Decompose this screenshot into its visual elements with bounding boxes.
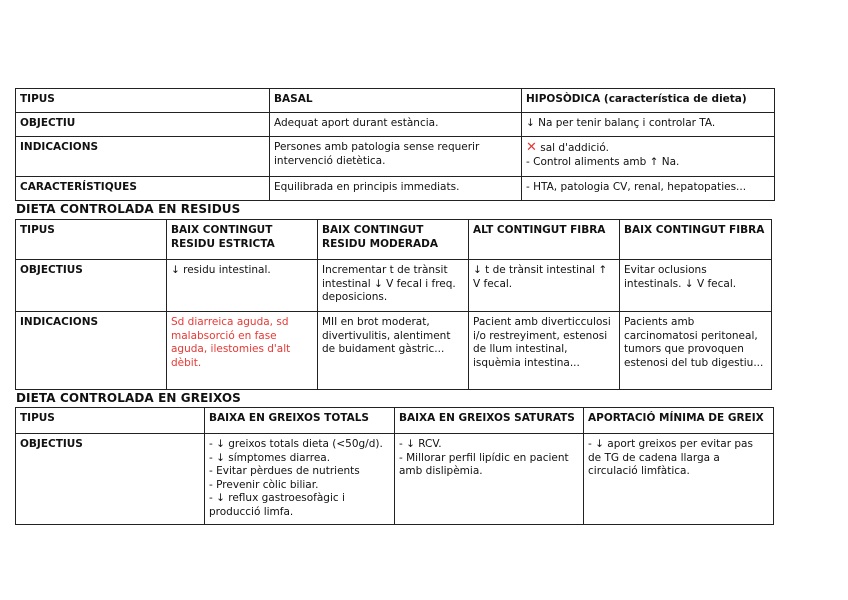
header-cell: ALT CONTINGUT FIBRA <box>469 220 620 260</box>
table-cell: Evitar oclusions intestinals. ↓ V fecal. <box>620 260 772 312</box>
row-label: INDICACIONS <box>16 312 167 390</box>
greixos-table <box>15 407 774 525</box>
row-label: OBJECTIUS <box>16 434 205 525</box>
table-row <box>16 220 772 260</box>
table-cell: Equilibrada en principis immediats. <box>270 177 522 201</box>
header-cell: BASAL <box>270 89 522 113</box>
table-cell <box>395 434 584 525</box>
list-item: - Millorar perfil lipídic en pacient amb dislipèmia. <box>399 451 569 477</box>
list-item: - ↓ RCV. <box>399 438 442 450</box>
list-item: - ↓ reflux gastroesofàgic i producció limfa. <box>209 492 345 518</box>
table-row <box>16 260 772 312</box>
row-label: CARACTERÍSTIQUES <box>16 177 270 201</box>
table-row <box>16 434 774 525</box>
header-cell: HIPOSÒDICA (característica de dieta) <box>522 89 775 113</box>
header-cell: TIPUS <box>16 408 205 434</box>
table-cell <box>584 434 774 525</box>
header-cell: TIPUS <box>16 220 167 260</box>
row-label: OBJECTIU <box>16 113 270 137</box>
header-cell: APORTACIÓ MÍNIMA DE GREIX <box>584 408 774 434</box>
table-cell: ↓ residu intestinal. <box>167 260 318 312</box>
list-item: - Evitar pèrdues de nutrients <box>209 465 360 477</box>
table-cell: Adequat aport durant estància. <box>270 113 522 137</box>
list-item: - Prevenir còlic biliar. <box>209 478 319 491</box>
table-cell: Sd diarreica aguda, sd malabsorció en fase aguda, ilestomies d'alt dèbit. <box>167 312 318 390</box>
residus-table <box>15 219 772 390</box>
table-cell: ↓ t de trànsit intestinal ↑ V fecal. <box>469 260 620 312</box>
indication-text: sal d'addició. <box>540 142 609 154</box>
header-cell: BAIXA EN GREIXOS SATURATS <box>395 408 584 434</box>
cross-icon: ✕ <box>526 140 537 155</box>
row-label: INDICACIONS <box>16 137 270 177</box>
table-row <box>16 312 772 390</box>
indication-line: - Control aliments amb ↑ Na. <box>526 155 680 168</box>
list-item: - ↓ símptomes diarrea. <box>209 451 331 464</box>
list-item: - ↓ greixos totals dieta (<50g/d). <box>209 438 383 450</box>
table-cell: MII en brot moderat, divertivulitis, alentiment de buidament gàstric... <box>318 312 469 390</box>
table-cell <box>522 137 775 177</box>
section-title-residus: DIETA CONTROLADA EN RESIDUS <box>16 202 241 216</box>
list-item: - ↓ aport greixos per evitar pas de TG de cadena llarga a circulació limfàtica. <box>588 438 753 477</box>
table-cell: Persones amb patologia sense requerir intervenció dietètica. <box>270 137 522 177</box>
table-cell: Pacient amb diverticculosi i/o restreyiment, estenosi de llum intestinal, isquèmia intestina... <box>469 312 620 390</box>
table-cell: - HTA, patologia CV, renal, hepatopaties... <box>522 177 775 201</box>
table-cell <box>205 434 395 525</box>
table-row <box>16 137 775 177</box>
table-row <box>16 177 775 201</box>
table-row <box>16 408 774 434</box>
table-row <box>16 113 775 137</box>
row-label: OBJECTIUS <box>16 260 167 312</box>
table-cell: Incrementar t de trànsit intestinal ↓ V fecal i freq. deposicions. <box>318 260 469 312</box>
table-cell: ↓ Na per tenir balanç i controlar TA. <box>522 113 775 137</box>
header-cell: BAIX CONTINGUT FIBRA <box>620 220 772 260</box>
header-cell: BAIX CONTINGUT RESIDU ESTRICTA <box>167 220 318 260</box>
basal-hiposodica-table <box>15 88 775 201</box>
table-row <box>16 89 775 113</box>
section-title-greixos: DIETA CONTROLADA EN GREIXOS <box>16 391 241 405</box>
header-cell: BAIXA EN GREIXOS TOTALS <box>205 408 395 434</box>
header-cell: TIPUS <box>16 89 270 113</box>
table-cell: Pacients amb carcinomatosi peritoneal, tumors que provoquen estenosi del tub digestiu... <box>620 312 772 390</box>
header-cell: BAIX CONTINGUT RESIDU MODERADA <box>318 220 469 260</box>
indication-line <box>526 141 770 156</box>
